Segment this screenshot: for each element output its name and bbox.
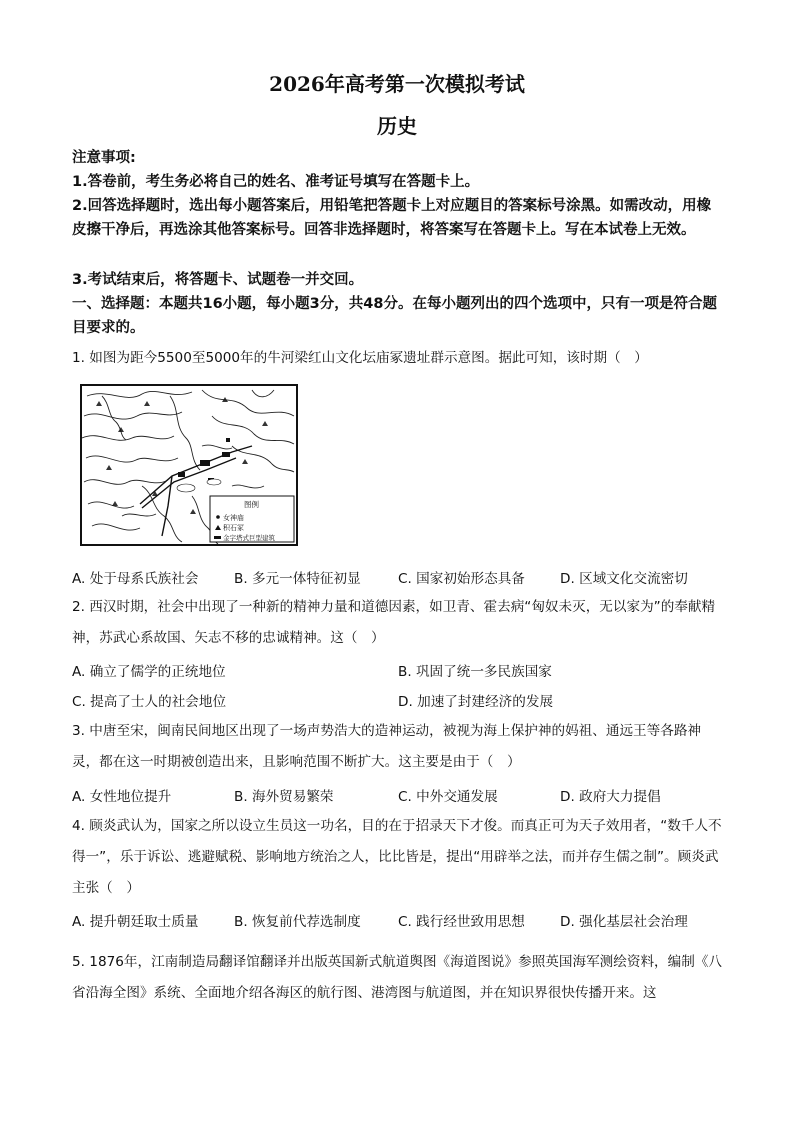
legend-item-2: 积石冢 [223,524,244,532]
question-1-options [72,567,722,591]
q2-option-a[interactable]: A. 确立了儒学的正统地位 [72,664,226,680]
section-heading: 一、选择题：本题共16小题，每小题3分，共48分。在每小题列出的四个选项中，只有一项是符合题目要求的。 [72,296,717,336]
q3-option-b[interactable]: B. 海外贸易繁荣 [234,789,334,805]
pyramid-building-icon [214,536,221,539]
goddess-temple-icon [216,515,220,519]
q3-option-d[interactable]: D. 政府大力提倡 [560,789,661,805]
question-2-options-row-2 [72,690,722,714]
q3-option-c[interactable]: C. 中外交通发展 [398,789,498,805]
question-2-stem: 2. 西汉时期，社会中出现了一种新的精神力量和道德因素，如卫青、霍去病“匈奴未灭，无以家为”的奉献精神，苏武心系故国、矢志不移的忠诚精神。这（ ） [72,599,716,646]
notice-item-1: 1.答卷前，考生务必将自己的姓名、准考证号填写在答题卡上。 [72,174,480,190]
question-2-options-row-1 [72,660,722,684]
question-4-stem: 4. 顾炎武认为，国家之所以设立生员这一功名，目的在于招录天下才俊。而真正可为天子效用者，“数千人不得一”，乐于诉讼、逃避赋税、影响地方统治之人，比比皆是，提出“用辟举之法，而并存生儒之制”。顾炎武主张（ ） [72,818,722,896]
q4-option-b[interactable]: B. 恢复前代荐选制度 [234,914,361,930]
q4-option-c[interactable]: C. 践行经世致用思想 [398,914,525,930]
notice-item-2: 2.回答选择题时，选出每小题答案后，用铅笔把答题卡上对应题目的答案标号涂黑。如需改动，用橡皮擦干净后，再选涂其他答案标号。回答非选择题时，将答案写在答题卡上。写在本试卷上无效。 [72,198,712,238]
question-1-stem: 1. 如图为距今5500至5000年的牛河梁红山文化坛庙冢遗址群示意图。据此可知，该时期（ ） [72,350,648,366]
notice-item-3: 3.考试结束后，将答题卡、试题卷一并交回。 [72,272,364,288]
question-3-options [72,785,722,809]
site-map-figure [80,384,298,546]
q1-option-a[interactable]: A. 处于母系氏族社会 [72,571,199,587]
subject-title: 历史 [377,114,417,138]
legend-item-3: 金字塔式巨型建筑 [223,534,275,542]
q2-option-b[interactable]: B. 巩固了统一多民族国家 [398,664,552,680]
question-3-stem: 3. 中唐至宋，闽南民间地区出现了一场声势浩大的造神运动，被视为海上保护神的妈祖、通远王等各路神灵，都在这一时期被创造出来，且影响范围不断扩大。这主要是由于（ ） [72,723,702,770]
q1-option-b[interactable]: B. 多元一体特征初显 [234,571,361,587]
q4-option-a[interactable]: A. 提升朝廷取士质量 [72,914,199,930]
exam-title: 2026年高考第一次模拟考试 [269,72,525,96]
q3-option-a[interactable]: A. 女性地位提升 [72,789,172,805]
question-5-stem: 5. 1876年，江南制造局翻译馆翻译并出版英国新式航道舆图《海道图说》参照英国海军测绘资料，编制《八省沿海全图》系统、全面地介绍各海区的航行图、港湾图与航道图，并在知识界很快传播开来。这 [72,954,723,1001]
q1-option-d[interactable]: D. 区域文化交流密切 [560,571,688,587]
question-4-options [72,910,722,934]
legend-title: 图例 [244,500,259,509]
notice-heading: 注意事项: [72,150,136,166]
site-map-drawing [82,386,296,544]
q2-option-c[interactable]: C. 提高了士人的社会地位 [72,694,227,710]
q1-option-c[interactable]: C. 国家初始形态具备 [398,571,525,587]
legend-item-1: 女神庙 [223,514,244,522]
q2-option-d[interactable]: D. 加速了封建经济的发展 [398,694,554,710]
q4-option-d[interactable]: D. 强化基层社会治理 [560,914,688,930]
